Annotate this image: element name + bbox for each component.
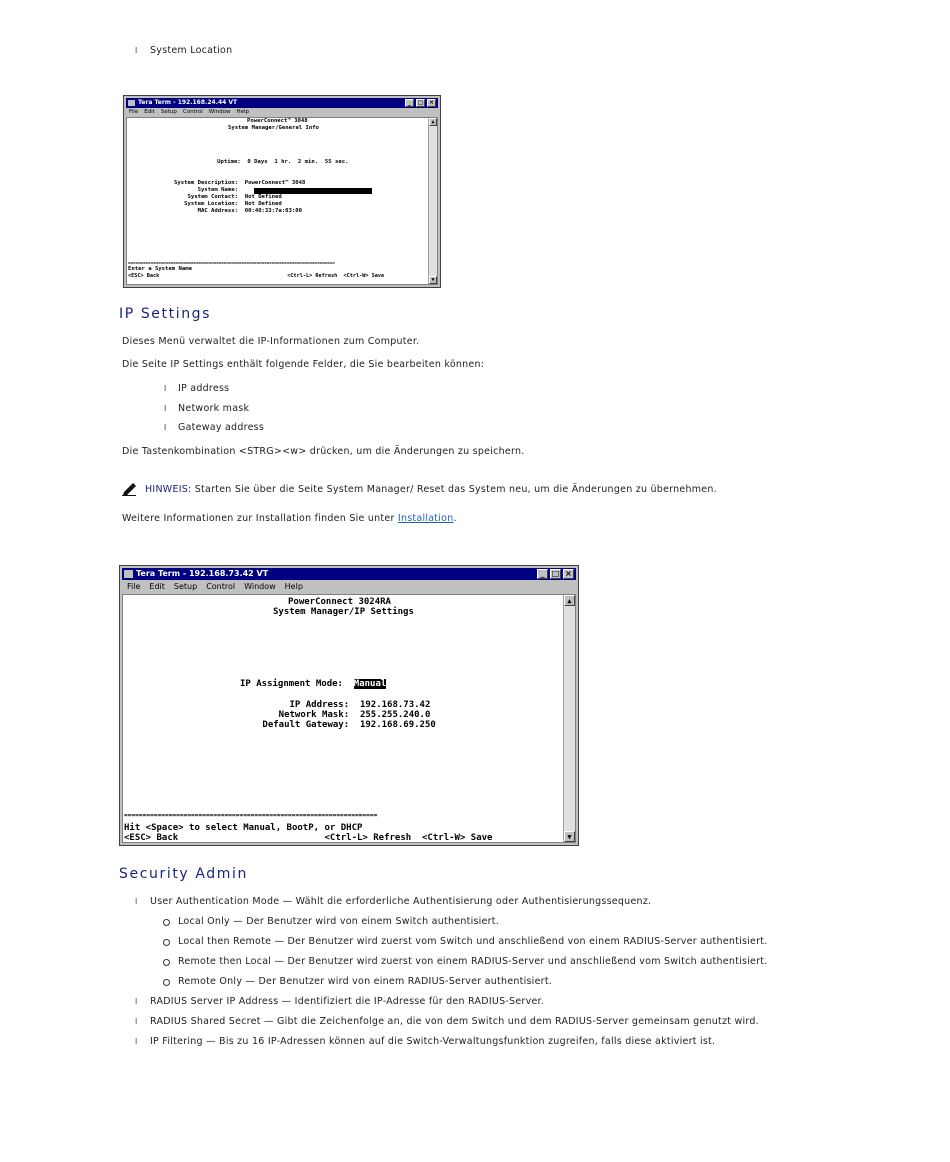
screen-field-mac: MAC Address: 00:40:33:7a:03:00 [174, 208, 302, 214]
screen-header-page: System Manager/General Info [228, 125, 319, 131]
section-heading-ip-settings: IP Settings [119, 306, 212, 322]
screen-field-ip-address: IP Address: 192.168.73.42 [257, 700, 431, 710]
close-button[interactable]: × [563, 569, 574, 579]
menu-window[interactable]: Window [208, 109, 231, 115]
note-paragraph [145, 484, 717, 495]
section-heading-security-admin: Security Admin [119, 866, 248, 882]
terminal-window-general-info [123, 95, 441, 288]
terminal-window-ip-settings [119, 565, 579, 846]
auth-option-local-then-remote: Local then Remote — Der Benutzer wird zuerst vom Switch und anschließend von einem RADIUS-Server authentisiert. [178, 936, 768, 947]
menu-setup[interactable]: Setup [160, 109, 177, 115]
ip-intro-paragraph: Dieses Menü verwaltet die IP-Informationen zum Computer. [122, 336, 420, 347]
screen-header-page: System Manager/IP Settings [273, 607, 414, 617]
bullet-marker: l [164, 404, 167, 413]
installation-text: Weitere Informationen zur Installation finden Sie unter [122, 513, 398, 524]
terminal-menu-bar [126, 108, 438, 116]
scroll-up-arrow-icon[interactable]: ▲ [429, 118, 437, 126]
installation-link[interactable]: Installation [397, 513, 454, 524]
installation-period: . [453, 513, 457, 524]
menu-edit[interactable]: Edit [144, 109, 155, 115]
bullet-system-location: System Location [150, 45, 233, 56]
bullet-marker: l [135, 1037, 138, 1046]
security-item-auth-mode: User Authentication Mode — Wählt die erforderliche Authentisierung oder Authentisierungssequenz. [150, 896, 652, 907]
scroll-up-arrow-icon[interactable]: ▲ [564, 595, 575, 606]
installation-paragraph [122, 513, 457, 524]
bullet-marker: l [164, 384, 167, 393]
ip-fields-paragraph: Die Seite IP Settings enthält folgende Felder, die Sie bearbeiten können: [122, 359, 485, 370]
screen-uptime: Uptime: 0 Days 1 hr. 2 min. 55 sec. [207, 159, 349, 165]
menu-file[interactable]: File [127, 582, 141, 591]
auth-option-remote-then-local: Remote then Local — Der Benutzer wird zuerst von einem RADIUS-Server und anschließend vom Switch authentisiert. [178, 956, 768, 967]
maximize-button[interactable]: □ [551, 569, 560, 578]
terminal-title: Tera Term - 192.168.73.42 VT [136, 569, 269, 578]
menu-file[interactable]: File [129, 109, 139, 115]
vertical-scrollbar[interactable] [428, 118, 437, 284]
bullet-marker: l [135, 1017, 138, 1026]
bullet-marker: l [135, 46, 138, 55]
bullet-marker: l [135, 997, 138, 1006]
menu-edit[interactable]: Edit [149, 582, 165, 591]
screen-header-product: PowerConnect 3024RA [288, 597, 391, 607]
screen-header-product: PowerConnect™ 3048 [247, 118, 308, 124]
menu-control[interactable]: Control [182, 109, 203, 115]
menu-window[interactable]: Window [244, 582, 276, 591]
terminal-menu-bar [122, 581, 576, 592]
menu-control[interactable]: Control [206, 582, 236, 591]
screen-field-system-name: System Name: [174, 187, 245, 193]
ip-field-network-mask: Network mask [178, 403, 250, 414]
screen-separator: ================================================================================== [128, 260, 335, 265]
note-label: HINWEIS: [145, 484, 192, 495]
scroll-down-arrow-icon[interactable]: ▼ [564, 831, 575, 842]
terminal-screen[interactable] [122, 594, 576, 843]
screen-separator: ==================================================================== [124, 812, 378, 819]
screen-footer-hint: Hit <Space> to select Manual, BootP, or DHCP [124, 823, 363, 833]
ip-field-gateway: Gateway address [178, 422, 265, 433]
screen-footer-keys: <ESC> Back <Ctrl-L> Refresh <Ctrl-W> Save [128, 273, 385, 279]
bullet-marker: l [135, 897, 138, 906]
terminal-title: Tera Term - 192.168.24.44 VT [138, 99, 238, 106]
screen-field-default-gateway: Default Gateway: 192.168.69.250 [257, 720, 436, 730]
screen-field-network-mask: Network Mask: 255.255.240.0 [257, 710, 431, 720]
circle-bullet-icon [163, 919, 170, 926]
circle-bullet-icon [163, 939, 170, 946]
screen-footer-keys: <ESC> Back <Ctrl-L> Refresh <Ctrl-W> Save [124, 833, 493, 843]
screen-field-location: System Location: Not Defined [174, 201, 282, 207]
scroll-down-arrow-icon[interactable]: ▼ [429, 276, 437, 284]
minimize-button[interactable]: _ [537, 569, 548, 579]
menu-help[interactable]: Help [284, 582, 303, 591]
terminal-app-icon [128, 100, 135, 106]
security-item-radius-ip: RADIUS Server IP Address — Identifiziert die IP-Adresse für den RADIUS-Server. [150, 996, 545, 1007]
auth-option-remote-only: Remote Only — Der Benutzer wird von einem RADIUS-Server authentisiert. [178, 976, 553, 987]
circle-bullet-icon [163, 959, 170, 966]
terminal-title-bar [126, 98, 438, 108]
maximize-button[interactable]: □ [417, 99, 424, 106]
screen-ip-mode-label [240, 679, 386, 689]
menu-help[interactable]: Help [236, 109, 250, 115]
terminal-app-icon [124, 570, 133, 578]
terminal-screen[interactable] [126, 117, 438, 285]
vertical-scrollbar[interactable] [563, 595, 575, 842]
circle-bullet-icon [163, 979, 170, 986]
ip-mode-value[interactable]: Manual [353, 679, 387, 689]
close-button[interactable]: × [428, 99, 435, 106]
note-text: Starten Sie über die Seite System Manager/ Reset das System neu, um die Änderungen zu übernehmen. [191, 484, 717, 495]
terminal-title-bar [122, 568, 576, 580]
bullet-marker: l [164, 423, 167, 432]
screen-field-contact: System Contact: Not Defined [174, 194, 282, 200]
minimize-button[interactable]: _ [405, 99, 414, 107]
ip-field-ip-address: IP address [178, 383, 230, 394]
security-item-ip-filtering: IP Filtering — Bis zu 16 IP-Adressen können auf die Switch-Verwaltungsfunktion zugreifen, falls diese aktiviert ist. [150, 1036, 716, 1047]
screen-field-description: System Description: PowerConnect™ 3048 [174, 180, 306, 186]
ip-mode-label: IP Assignment Mode: [240, 679, 354, 689]
menu-setup[interactable]: Setup [173, 582, 198, 591]
pencil-note-icon [122, 483, 136, 496]
ip-save-paragraph: Die Tastenkombination <STRG><w> drücken, um die Änderungen zu speichern. [122, 446, 525, 457]
security-item-radius-secret: RADIUS Shared Secret — Gibt die Zeichenfolge an, die von dem Switch und dem RADIUS-Server gemeinsam genutzt wird. [150, 1016, 759, 1027]
screen-footer-hint: Enter a System Name [128, 266, 192, 272]
auth-option-local-only: Local Only — Der Benutzer wird von einem Switch authentisiert. [178, 916, 500, 927]
